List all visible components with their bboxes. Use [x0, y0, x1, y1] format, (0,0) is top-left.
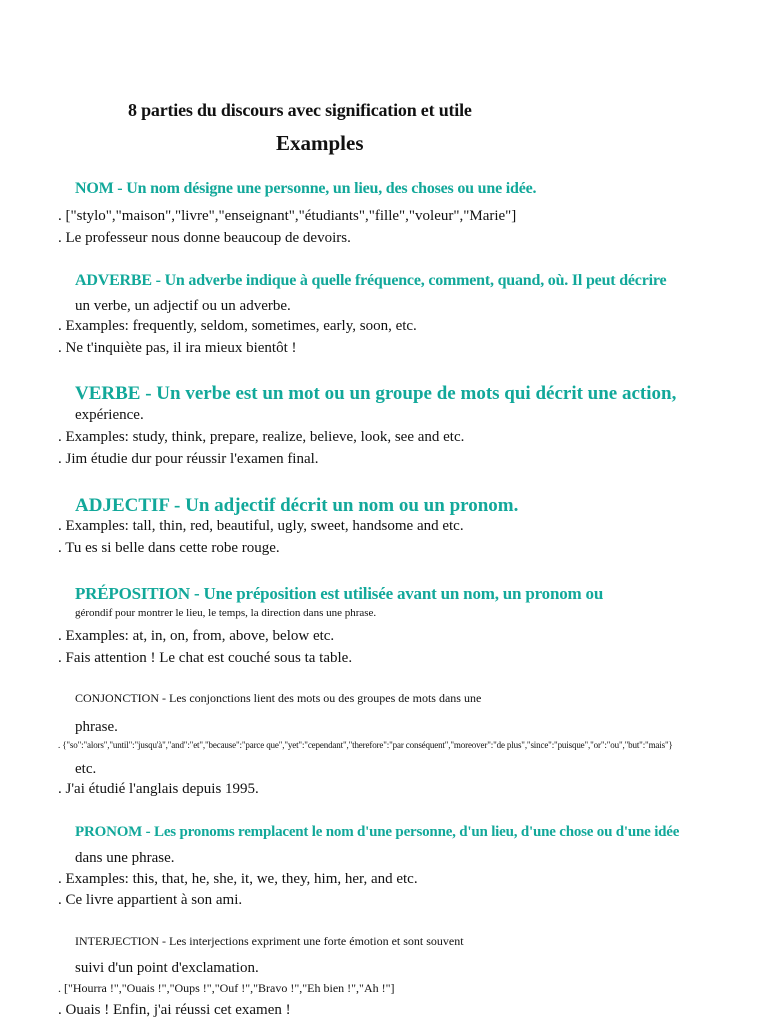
- section-line-conjonction-1: . {"so":"alors","until":"jusqu'à","and":"et","because":"parce que","yet":"cependant","therefore":"par conséquent","moreover":"de plus","since":"puisque","or":"ou","but":"mais"}: [58, 740, 673, 750]
- section-line-interjection-1: . ["Hourra !","Ouais !","Oups !","Ouf !","Bravo !","Eh bien !","Ah !"]: [58, 981, 395, 995]
- section-line-adjectif-1: . Examples: tall, thin, red, beautiful, ugly, sweet, handsome and etc.: [58, 518, 464, 534]
- section-continuation-pronom: dans une phrase.: [75, 850, 175, 866]
- section-heading-adjectif: ADJECTIF - Un adjectif décrit un nom ou un pronom.: [75, 495, 519, 516]
- section-line-conjonction-2: etc.: [75, 761, 97, 777]
- section-line-conjonction-3: . J'ai étudié l'anglais depuis 1995.: [58, 781, 259, 797]
- section-continuation-preposition: gérondif pour montrer le lieu, le temps, la direction dans une phrase.: [75, 607, 377, 619]
- section-line-preposition-2: . Fais attention ! Le chat est couché sous ta table.: [58, 650, 353, 666]
- section-line-adverbe-1: . Examples: frequently, seldom, sometimes, early, soon, etc.: [58, 318, 417, 334]
- section-heading-interjection: INTERJECTION - Les interjections expriment une forte émotion et sont souvent: [75, 934, 464, 948]
- section-line-verbe-1: . Examples: study, think, prepare, realize, believe, look, see and etc.: [58, 429, 465, 445]
- section-heading-pronom: PRONOM - Les pronoms remplacent le nom d'une personne, d'un lieu, d'une chose ou d'une idée: [75, 824, 680, 840]
- section-line-pronom-2: . Ce livre appartient à son ami.: [58, 892, 243, 908]
- section-line-nom-2: . Le professeur nous donne beaucoup de devoirs.: [58, 230, 351, 246]
- section-line-preposition-1: . Examples: at, in, on, from, above, below etc.: [58, 628, 335, 644]
- section-continuation-interjection: suivi d'un point d'exclamation.: [75, 960, 259, 976]
- section-continuation-verbe: expérience.: [75, 407, 144, 423]
- document-title: 8 parties du discours avec signification et utile: [128, 100, 472, 120]
- section-heading-nom: NOM - Un nom désigne une personne, un lieu, des choses ou une idée.: [75, 180, 537, 197]
- section-heading-verbe: VERBE - Un verbe est un mot ou un groupe de mots qui décrit une action,: [75, 383, 677, 404]
- section-continuation-conjonction: phrase.: [75, 719, 118, 735]
- section-continuation-adverbe: un verbe, un adjectif ou un adverbe.: [75, 298, 291, 314]
- section-heading-adverbe: ADVERBE - Un adverbe indique à quelle fréquence, comment, quand, où. Il peut décrire: [75, 272, 667, 289]
- section-line-nom-1: . ["stylo","maison","livre","enseignant","étudiants","fille","voleur","Marie"]: [58, 208, 517, 224]
- section-heading-preposition: PRÉPOSITION - Une préposition est utilisée avant un nom, un pronom ou: [75, 584, 604, 603]
- document-subtitle: Examples: [276, 131, 364, 155]
- section-line-adjectif-2: . Tu es si belle dans cette robe rouge.: [58, 540, 280, 556]
- section-line-verbe-2: . Jim étudie dur pour réussir l'examen final.: [58, 451, 319, 467]
- section-line-interjection-2: . Ouais ! Enfin, j'ai réussi cet examen !: [58, 1002, 291, 1018]
- section-heading-conjonction: CONJONCTION - Les conjonctions lient des mots ou des groupes de mots dans une: [75, 691, 482, 705]
- section-line-pronom-1: . Examples: this, that, he, she, it, we, they, him, her, and etc.: [58, 871, 418, 887]
- section-line-adverbe-2: . Ne t'inquiète pas, il ira mieux bientôt !: [58, 340, 297, 356]
